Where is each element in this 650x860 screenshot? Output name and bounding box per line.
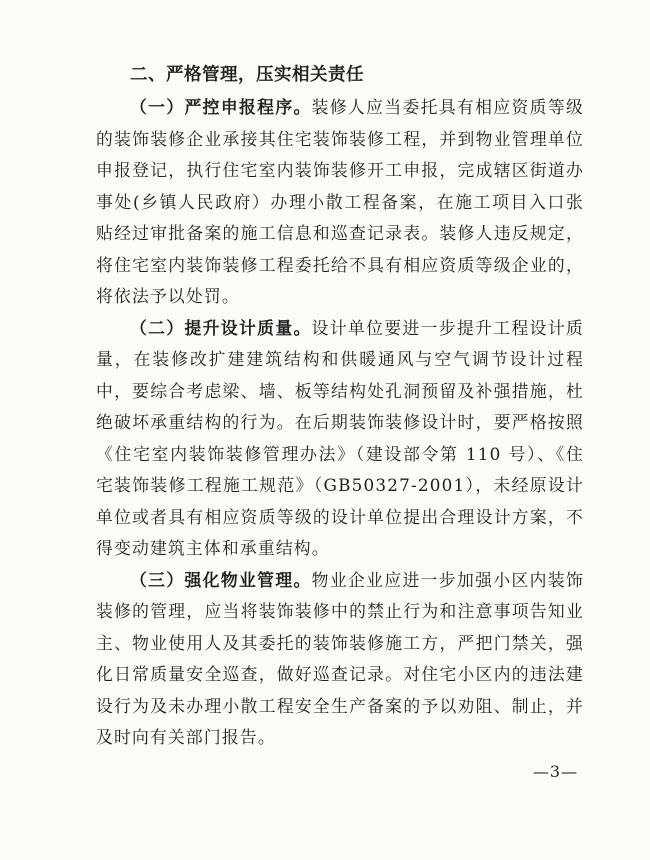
paragraph-3-body: 物业企业应进一步加强小区内装饰装修的管理，应当将装饰装修中的禁止行为和注意事项告知业主、物业使用人及其委托的装饰装修施工方，严把门禁关，强化日常质量安全巡查，做好巡查记录。对住宅小区内的违法建设行为及未办理小散工程安全生产备案的予以劝阻、制止，并及时向有关部门报告。 <box>96 569 584 747</box>
paragraph-2-lead: （二）提升设计质量。 <box>130 317 312 338</box>
paragraph-3 <box>96 565 584 754</box>
paragraph-1-body: 装修人应当委托具有相应资质等级的装饰装修企业承接其住宅装饰装修工程，并到物业管理单位申报登记，执行住宅室内装饰装修开工申报，完成辖区街道办事处(乡镇人民政府）办理小散工程备案，在施工项目入口张贴经过审批备案的施工信息和巡查记录表。装修人违反规定，将住宅室内装饰装修工程委托给不具有相应资质等级企业的，将依法予以处罚。 <box>96 97 584 306</box>
section-heading: 二、严格管理，压实相关责任 <box>130 65 364 85</box>
page-number: —3— <box>532 762 578 781</box>
paragraph-1-lead: （一）严控申报程序。 <box>130 97 312 117</box>
paragraph-2 <box>96 313 584 565</box>
paragraph-1 <box>96 92 584 313</box>
document-body <box>96 58 584 754</box>
paragraph-2-body: 设计单位要进一步提升工程设计质量，在装修改扩建建筑结构和供暖通风与空气调节设计过程中，要综合考虑梁、墙、板等结构处孔洞预留及补强措施，杜绝破坏承重结构的行为。在后期装饰装修设计时，要严格按照《住宅室内装饰装修管理办法》（建设部令第 110 号）、《住宅装饰装修工程施工规范》（GB50327-2001），未经原设计单位或者具有相应资质等级的设计单位提出合理设计方案，不得变动建筑主体和承重结构。 <box>96 317 584 558</box>
paragraph-3-lead: （三）强化物业管理。 <box>130 569 312 590</box>
